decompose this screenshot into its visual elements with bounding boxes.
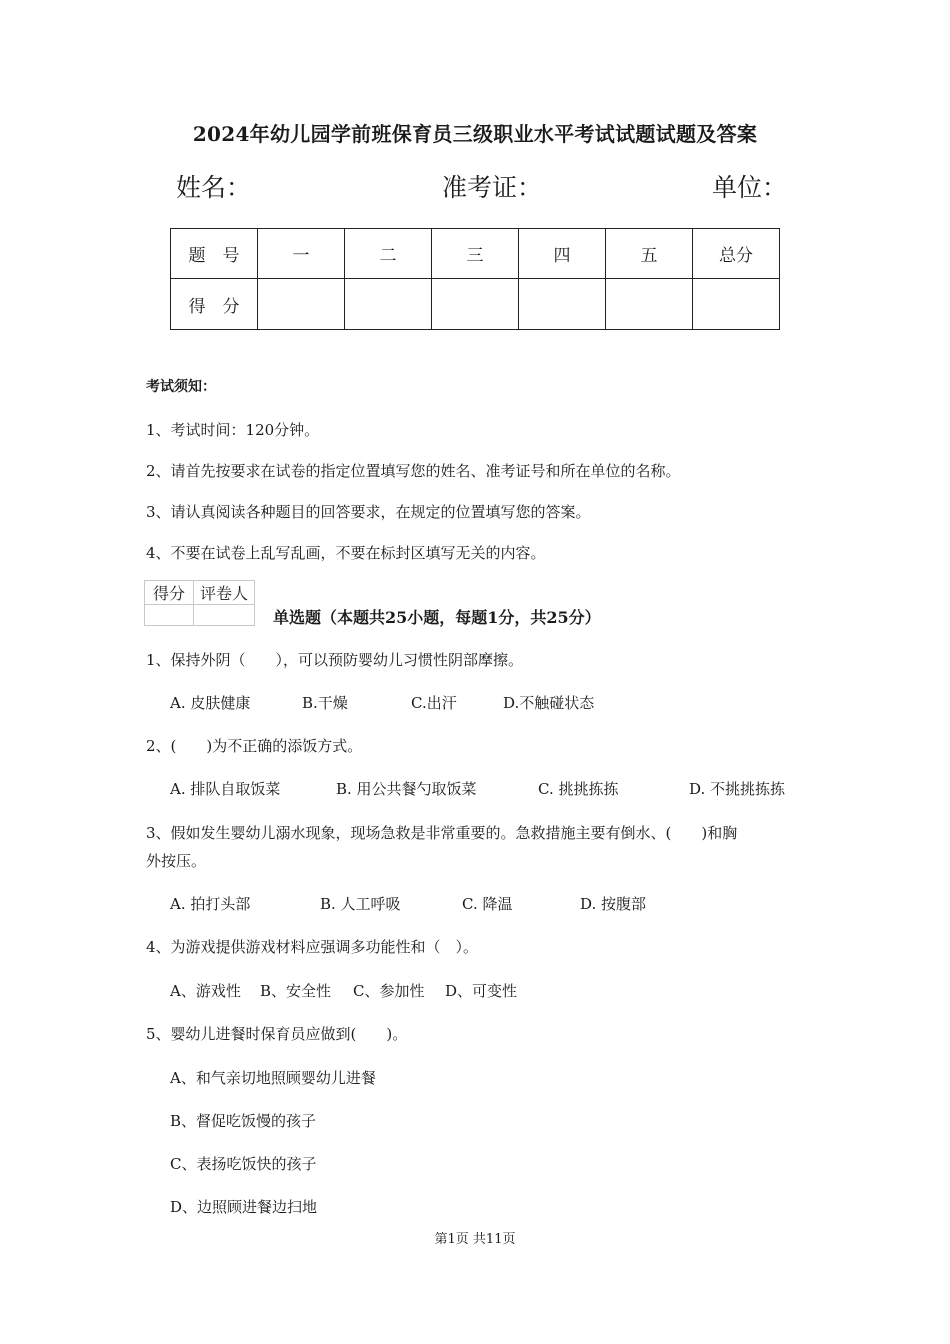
notes-heading: 考试须知： <box>146 379 216 395</box>
score-table-header-row <box>171 229 780 279</box>
question-option: A. 拍打头部 <box>170 895 251 913</box>
grader-box <box>144 580 255 626</box>
question-stem-continued: 外按压。 <box>146 852 207 870</box>
score-cell[interactable] <box>345 279 432 330</box>
grader-name-label: 评卷人 <box>194 581 255 605</box>
question-option: C、参加性 <box>353 982 425 1000</box>
question-option: C. 挑挑拣拣 <box>538 780 619 798</box>
score-header-cell: 五 <box>606 229 693 279</box>
question-option: B、督促吃饭慢的孩子 <box>170 1112 317 1130</box>
score-header-cell: 总分 <box>693 229 780 279</box>
question-option: B、安全性 <box>260 982 332 1000</box>
exam-id-label: 准考证： <box>442 173 543 202</box>
question-option: C. 降温 <box>462 895 513 913</box>
question-option: B. 用公共餐勺取饭菜 <box>336 780 477 798</box>
question-stem: 5、婴幼儿进餐时保育员应做到( )。 <box>146 1025 408 1043</box>
question-option: D. 按腹部 <box>580 895 647 913</box>
unit-label: 单位： <box>712 173 788 202</box>
score-header-cell: 四 <box>519 229 606 279</box>
score-header-cell: 一 <box>258 229 345 279</box>
page-title: 2024年幼儿园学前班保育员三级职业水平考试试题试题及答案 <box>192 122 758 146</box>
page-footer: 第1页 共11页 <box>434 1232 516 1247</box>
notes-item: 3、请认真阅读各种题目的回答要求，在规定的位置填写您的答案。 <box>146 503 591 521</box>
score-header-cell: 三 <box>432 229 519 279</box>
score-table <box>170 228 780 330</box>
notes-item: 2、请首先按要求在试卷的指定位置填写您的姓名、准考证号和所在单位的名称。 <box>146 462 681 480</box>
notes-item: 1、考试时间：120分钟。 <box>146 421 320 439</box>
question-option: C.出汗 <box>411 694 457 712</box>
question-option: A、游戏性 <box>170 982 241 1000</box>
grader-score-cell[interactable] <box>145 605 194 626</box>
score-row-label: 得 分 <box>171 279 258 330</box>
question-stem: 3、假如发生婴幼儿溺水现象，现场急救是非常重要的。急救措施主要有倒水、( )和胸 <box>146 824 738 842</box>
question-stem: 2、( )为不正确的添饭方式。 <box>146 737 363 755</box>
grader-score-label: 得分 <box>145 581 194 605</box>
section-title: 单选题（本题共25小题，每题1分，共25分） <box>273 608 601 627</box>
question-stem: 1、保持外阴（ ），可以预防婴幼儿习惯性阴部摩擦。 <box>146 651 524 669</box>
score-cell[interactable] <box>432 279 519 330</box>
question-option: D、可变性 <box>445 982 518 1000</box>
score-cell[interactable] <box>258 279 345 330</box>
question-option: B.干燥 <box>302 694 348 712</box>
question-option: D.不触碰状态 <box>503 694 595 712</box>
score-header-cell: 二 <box>345 229 432 279</box>
question-option: C、表扬吃饭快的孩子 <box>170 1155 317 1173</box>
score-cell[interactable] <box>519 279 606 330</box>
question-option: D. 不挑挑拣拣 <box>689 780 786 798</box>
question-option: A、和气亲切地照顾婴幼儿进餐 <box>170 1069 376 1087</box>
score-table-score-row <box>171 279 780 330</box>
notes-item: 4、不要在试卷上乱写乱画，不要在标封区填写无关的内容。 <box>146 544 546 562</box>
question-stem: 4、为游戏提供游戏材料应强调多功能性和（ ）。 <box>146 938 479 956</box>
question-option: B. 人工呼吸 <box>320 895 401 913</box>
name-label: 姓名： <box>176 173 252 202</box>
question-option: A. 皮肤健康 <box>170 694 251 712</box>
score-cell[interactable] <box>693 279 780 330</box>
question-option: A. 排队自取饭菜 <box>170 780 281 798</box>
score-cell[interactable] <box>606 279 693 330</box>
score-header-cell: 题 号 <box>171 229 258 279</box>
question-option: D、边照顾进餐边扫地 <box>170 1198 318 1216</box>
grader-name-cell[interactable] <box>194 605 255 626</box>
